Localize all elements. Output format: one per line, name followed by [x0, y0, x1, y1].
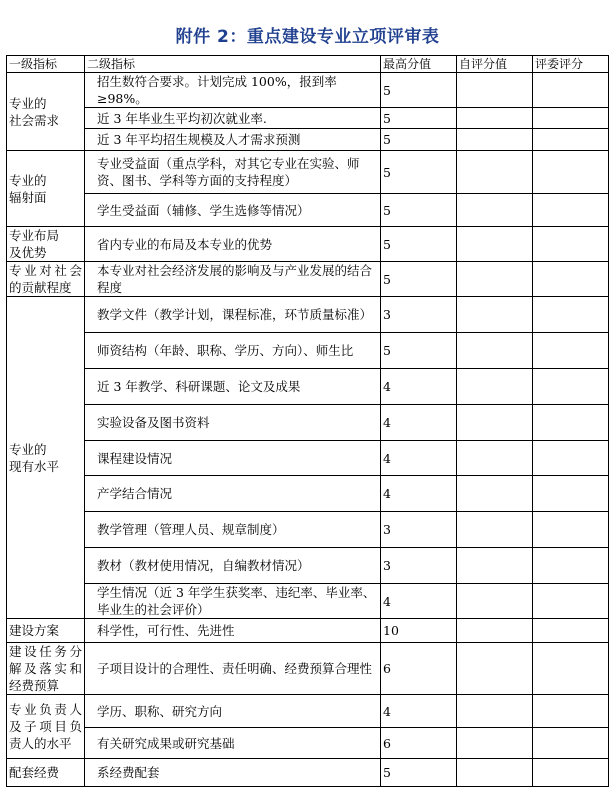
judge-score-cell[interactable]	[533, 512, 609, 548]
level1-indicator: 专业的 现有水平	[7, 297, 85, 619]
max-score-cell: 3	[381, 548, 457, 584]
judge-score-cell[interactable]	[533, 643, 609, 695]
max-score-cell: 5	[381, 333, 457, 369]
level2-indicator: 产学结合情况	[85, 476, 381, 512]
level2-indicator: 教学文件（教学计划，课程标准，环节质量标准）	[85, 297, 381, 333]
judge-score-cell[interactable]	[533, 548, 609, 584]
max-score-cell: 5	[381, 151, 457, 194]
evaluation-table	[6, 55, 609, 787]
table-row	[7, 759, 609, 787]
self-score-cell[interactable]	[457, 619, 533, 643]
table-row	[7, 369, 609, 405]
level2-indicator: 教材（教材使用情况，自编教材情况）	[85, 548, 381, 584]
header-max-score: 最高分值	[381, 56, 457, 73]
self-score-cell[interactable]	[457, 73, 533, 108]
table-row	[7, 728, 609, 759]
table-row	[7, 584, 609, 619]
header-level1: 一级指标	[7, 56, 85, 73]
table-row	[7, 262, 609, 297]
self-score-cell[interactable]	[457, 297, 533, 333]
judge-score-cell[interactable]	[533, 441, 609, 476]
level2-indicator: 有关研究成果或研究基础	[85, 728, 381, 759]
judge-score-cell[interactable]	[533, 369, 609, 405]
self-score-cell[interactable]	[457, 227, 533, 262]
max-score-cell: 6	[381, 643, 457, 695]
level1-indicator: 建设方案	[7, 619, 85, 643]
judge-score-cell[interactable]	[533, 73, 609, 108]
table-row	[7, 548, 609, 584]
header-level2: 二级指标	[85, 56, 381, 73]
table-row	[7, 129, 609, 151]
level2-indicator: 省内专业的布局及本专业的优势	[85, 227, 381, 262]
level2-indicator: 专业受益面（重点学科，对其它专业在实验、师资、图书、学科等方面的支持程度）	[85, 151, 381, 194]
table-row	[7, 441, 609, 476]
level1-indicator: 专业的 社会需求	[7, 73, 85, 151]
max-score-cell: 5	[381, 759, 457, 787]
level2-indicator: 近 3 年毕业生平均初次就业率.	[85, 108, 381, 129]
judge-score-cell[interactable]	[533, 194, 609, 227]
max-score-cell: 4	[381, 405, 457, 441]
judge-score-cell[interactable]	[533, 108, 609, 129]
judge-score-cell[interactable]	[533, 262, 609, 297]
self-score-cell[interactable]	[457, 108, 533, 129]
max-score-cell: 3	[381, 297, 457, 333]
max-score-cell: 4	[381, 369, 457, 405]
level2-indicator: 本专业对社会经济发展的影响及与产业发展的结合程度	[85, 262, 381, 297]
judge-score-cell[interactable]	[533, 619, 609, 643]
self-score-cell[interactable]	[457, 548, 533, 584]
self-score-cell[interactable]	[457, 584, 533, 619]
level2-indicator: 近 3 年教学、科研课题、论文及成果	[85, 369, 381, 405]
max-score-cell: 6	[381, 728, 457, 759]
level2-indicator: 学生受益面（辅修、学生选修等情况）	[85, 194, 381, 227]
header-row	[7, 56, 609, 73]
self-score-cell[interactable]	[457, 369, 533, 405]
table-row	[7, 695, 609, 728]
level2-indicator: 学历、职称、研究方向	[85, 695, 381, 728]
level2-indicator: 招生数符合要求。计划完成 100%，报到率≥98%。	[85, 73, 381, 108]
header-self-score: 自评分值	[457, 56, 533, 73]
level1-indicator: 专业布局 及优势	[7, 227, 85, 262]
level2-indicator: 近 3 年平均招生规模及人才需求预测	[85, 129, 381, 151]
self-score-cell[interactable]	[457, 129, 533, 151]
header-judge-score: 评委评分	[533, 56, 609, 73]
judge-score-cell[interactable]	[533, 728, 609, 759]
table-row	[7, 227, 609, 262]
max-score-cell: 5	[381, 73, 457, 108]
table-row	[7, 619, 609, 643]
level1-indicator: 专业对社会的贡献程度	[7, 262, 85, 297]
judge-score-cell[interactable]	[533, 129, 609, 151]
level1-indicator: 专业的 辐射面	[7, 151, 85, 227]
max-score-cell: 3	[381, 512, 457, 548]
table-row	[7, 643, 609, 695]
max-score-cell: 5	[381, 108, 457, 129]
table-row	[7, 476, 609, 512]
judge-score-cell[interactable]	[533, 695, 609, 728]
self-score-cell[interactable]	[457, 476, 533, 512]
judge-score-cell[interactable]	[533, 405, 609, 441]
table-row	[7, 73, 609, 108]
self-score-cell[interactable]	[457, 759, 533, 787]
table-row	[7, 108, 609, 129]
judge-score-cell[interactable]	[533, 151, 609, 194]
self-score-cell[interactable]	[457, 194, 533, 227]
level2-indicator: 课程建设情况	[85, 441, 381, 476]
judge-score-cell[interactable]	[533, 759, 609, 787]
max-score-cell: 4	[381, 584, 457, 619]
self-score-cell[interactable]	[457, 262, 533, 297]
level1-indicator: 建设任务分解及落实和经费预算	[7, 643, 85, 695]
judge-score-cell[interactable]	[533, 333, 609, 369]
self-score-cell[interactable]	[457, 333, 533, 369]
table-row	[7, 151, 609, 194]
page-title: 附件 2：重点建设专业立项评审表	[175, 27, 440, 47]
max-score-cell: 4	[381, 441, 457, 476]
max-score-cell: 5	[381, 227, 457, 262]
max-score-cell: 5	[381, 262, 457, 297]
level1-indicator: 配套经费	[7, 759, 85, 787]
max-score-cell: 5	[381, 129, 457, 151]
max-score-cell: 10	[381, 619, 457, 643]
level2-indicator: 教学管理（管理人员、规章制度）	[85, 512, 381, 548]
self-score-cell[interactable]	[457, 405, 533, 441]
level2-indicator: 科学性，可行性、先进性	[85, 619, 381, 643]
judge-score-cell[interactable]	[533, 297, 609, 333]
max-score-cell: 4	[381, 695, 457, 728]
max-score-cell: 5	[381, 194, 457, 227]
self-score-cell[interactable]	[457, 441, 533, 476]
level2-indicator: 子项目设计的合理性、责任明确、经费预算合理性	[85, 643, 381, 695]
level2-indicator: 师资结构（年龄、职称、学历、方向）、师生比	[85, 333, 381, 369]
judge-score-cell[interactable]	[533, 476, 609, 512]
self-score-cell[interactable]	[457, 695, 533, 728]
table-row	[7, 297, 609, 333]
self-score-cell[interactable]	[457, 512, 533, 548]
table-row	[7, 512, 609, 548]
self-score-cell[interactable]	[457, 151, 533, 194]
table-row	[7, 194, 609, 227]
table-row	[7, 333, 609, 369]
level2-indicator: 学生情况（近 3 年学生获奖率、违纪率、毕业率、毕业生的社会评价）	[85, 584, 381, 619]
level2-indicator: 系经费配套	[85, 759, 381, 787]
table-row	[7, 405, 609, 441]
max-score-cell: 4	[381, 476, 457, 512]
self-score-cell[interactable]	[457, 728, 533, 759]
judge-score-cell[interactable]	[533, 227, 609, 262]
self-score-cell[interactable]	[457, 643, 533, 695]
level2-indicator: 实验设备及图书资料	[85, 405, 381, 441]
level1-indicator: 专业负责人及子项目负责人的水平	[7, 695, 85, 759]
judge-score-cell[interactable]	[533, 584, 609, 619]
